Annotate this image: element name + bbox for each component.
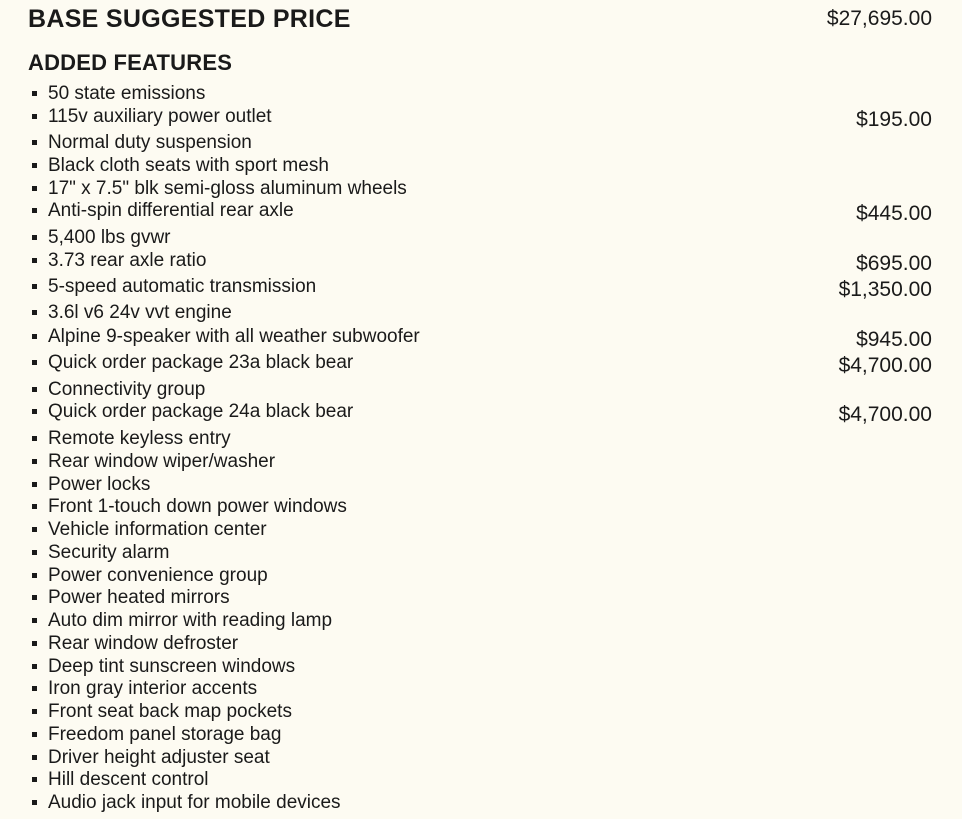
bullet-icon xyxy=(32,436,37,441)
feature-price: $4,700.00 xyxy=(838,354,932,377)
feature-label: Alpine 9-speaker with all weather subwoofer xyxy=(48,326,420,347)
feature-label: Security alarm xyxy=(48,542,170,563)
bullet-icon xyxy=(32,310,37,315)
feature-label: Rear window defroster xyxy=(48,633,239,654)
feature-row xyxy=(0,155,962,179)
feature-label: 3.73 rear axle ratio xyxy=(48,250,207,271)
feature-label: 5,400 lbs gvwr xyxy=(48,227,171,248)
feature-label: Power heated mirrors xyxy=(48,587,230,608)
bullet-icon xyxy=(32,550,37,555)
feature-row xyxy=(0,178,962,202)
feature-label: Normal duty suspension xyxy=(48,132,252,153)
feature-row xyxy=(0,428,962,452)
feature-label: Freedom panel storage bag xyxy=(48,724,282,745)
bullet-icon xyxy=(32,258,37,263)
feature-label: Deep tint sunscreen windows xyxy=(48,656,296,677)
feature-row xyxy=(0,519,962,543)
bullet-icon xyxy=(32,284,37,289)
bullet-icon xyxy=(32,482,37,487)
feature-label: Front 1-touch down power windows xyxy=(48,496,347,517)
feature-row xyxy=(0,451,962,475)
bullet-icon xyxy=(32,360,37,365)
feature-label: Hill descent control xyxy=(48,769,209,790)
feature-row xyxy=(0,747,962,771)
feature-label: Power convenience group xyxy=(48,565,268,586)
feature-price: $1,350.00 xyxy=(838,278,932,301)
feature-row xyxy=(0,132,962,156)
feature-row xyxy=(0,302,962,326)
bullet-icon xyxy=(32,755,37,760)
bullet-icon xyxy=(32,527,37,532)
feature-row xyxy=(0,200,962,224)
base-price-heading: BASE SUGGESTED PRICE xyxy=(28,5,351,33)
feature-price: $445.00 xyxy=(856,202,932,225)
feature-row xyxy=(0,474,962,498)
feature-row xyxy=(0,227,962,251)
bullet-icon xyxy=(32,387,37,392)
feature-label: Black cloth seats with sport mesh xyxy=(48,155,329,176)
feature-row xyxy=(0,769,962,793)
feature-label: Quick order package 24a black bear xyxy=(48,401,354,422)
feature-row xyxy=(0,326,962,350)
feature-label: Auto dim mirror with reading lamp xyxy=(48,610,333,631)
feature-label: Audio jack input for mobile devices xyxy=(48,792,341,813)
bullet-icon xyxy=(32,595,37,600)
bullet-icon xyxy=(32,140,37,145)
feature-label: Connectivity group xyxy=(48,379,206,400)
feature-row xyxy=(0,496,962,520)
feature-row xyxy=(0,656,962,680)
feature-row xyxy=(0,792,962,816)
feature-price: $695.00 xyxy=(856,252,932,275)
bullet-icon xyxy=(32,573,37,578)
feature-label: Vehicle information center xyxy=(48,519,267,540)
bullet-icon xyxy=(32,334,37,339)
bullet-icon xyxy=(32,114,37,119)
bullet-icon xyxy=(32,618,37,623)
feature-row xyxy=(0,610,962,634)
feature-row xyxy=(0,83,962,107)
bullet-icon xyxy=(32,504,37,509)
feature-row xyxy=(0,678,962,702)
feature-label: Quick order package 23a black bear xyxy=(48,352,354,373)
feature-price: $195.00 xyxy=(856,108,932,131)
feature-label: 50 state emissions xyxy=(48,83,206,104)
bullet-icon xyxy=(32,709,37,714)
feature-row xyxy=(0,250,962,274)
feature-label: 17" x 7.5" blk semi-gloss aluminum wheels xyxy=(48,178,407,199)
feature-row xyxy=(0,379,962,403)
feature-label: Front seat back map pockets xyxy=(48,701,292,722)
bullet-icon xyxy=(32,459,37,464)
bullet-icon xyxy=(32,409,37,414)
bullet-icon xyxy=(32,777,37,782)
bullet-icon xyxy=(32,664,37,669)
feature-label: Rear window wiper/washer xyxy=(48,451,276,472)
bullet-icon xyxy=(32,208,37,213)
bullet-icon xyxy=(32,732,37,737)
feature-label: Anti-spin differential rear axle xyxy=(48,200,294,221)
feature-label: Remote keyless entry xyxy=(48,428,231,449)
bullet-icon xyxy=(32,163,37,168)
feature-price: $4,700.00 xyxy=(838,403,932,426)
feature-row xyxy=(0,565,962,589)
feature-row xyxy=(0,701,962,725)
feature-row xyxy=(0,587,962,611)
feature-price: $945.00 xyxy=(856,328,932,351)
feature-row xyxy=(0,352,962,376)
feature-label: Driver height adjuster seat xyxy=(48,747,270,768)
feature-label: 5-speed automatic transmission xyxy=(48,276,317,297)
feature-label: Power locks xyxy=(48,474,151,495)
feature-row xyxy=(0,542,962,566)
feature-label: 115v auxiliary power outlet xyxy=(48,106,272,127)
base-price-value: $27,695.00 xyxy=(826,7,932,30)
bullet-icon xyxy=(32,641,37,646)
feature-row xyxy=(0,724,962,748)
feature-row xyxy=(0,276,962,300)
bullet-icon xyxy=(32,686,37,691)
feature-label: Iron gray interior accents xyxy=(48,678,258,699)
feature-label: 3.6l v6 24v vvt engine xyxy=(48,302,232,323)
feature-row xyxy=(0,401,962,425)
bullet-icon xyxy=(32,186,37,191)
bullet-icon xyxy=(32,235,37,240)
bullet-icon xyxy=(32,800,37,805)
bullet-icon xyxy=(32,91,37,96)
feature-row xyxy=(0,633,962,657)
feature-row xyxy=(0,106,962,130)
added-features-heading: ADDED FEATURES xyxy=(28,50,233,75)
